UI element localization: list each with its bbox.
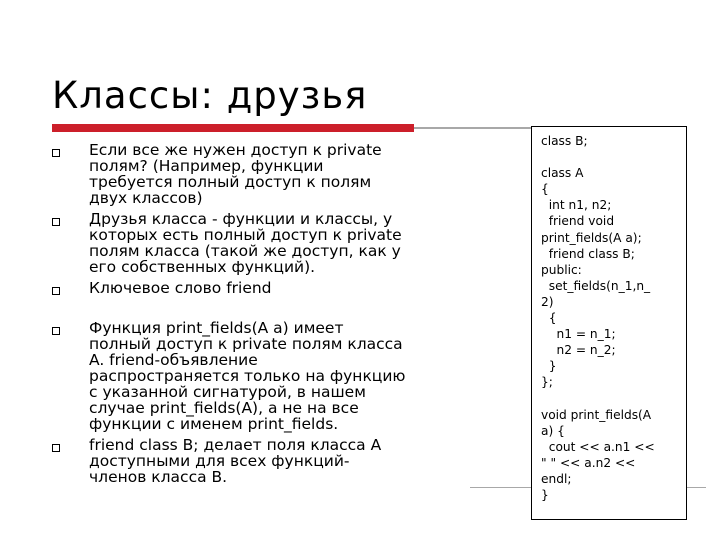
code-box xyxy=(531,126,687,520)
bullet-text: Ключевое слово friend xyxy=(89,279,272,297)
title-accent-bar xyxy=(52,124,414,132)
bullet-text: friend class B; делает поля класса A доступными для всех функций- членов класса B. xyxy=(89,436,382,486)
square-bullet-icon xyxy=(52,149,60,157)
square-bullet-icon xyxy=(52,287,60,295)
bullet-text: Друзья класса - функции и классы, у которых есть полный доступ к private полям класса (такой же доступ, как у его собственных функций). xyxy=(89,210,402,276)
code-listing: class B; class A { int n1, n2; friend void print_fields(A a); friend class B; public: set_fields(n_1,n_ 2) { n1 = n_1; n2 = n_2; } }; void print_fields(A a) { cout << a.n1 << " " << a.n2 << endl; } xyxy=(541,134,655,503)
square-bullet-icon xyxy=(52,444,60,452)
square-bullet-icon xyxy=(52,327,60,335)
slide-title: Классы: друзья xyxy=(52,74,368,117)
bullet-text: Функция print_fields(A a) имеет полный доступ к private полям класса A. friend-объявление распространяется только на функцию с указанной сигнатурой, в нашем случае print_fields(A), а не на все функции с именем print_fields. xyxy=(89,319,406,433)
square-bullet-icon xyxy=(52,218,60,226)
bullet-text: Если все же нужен доступ к private полям? (Например, функции требуется полный доступ к полям двух классов) xyxy=(89,141,382,207)
